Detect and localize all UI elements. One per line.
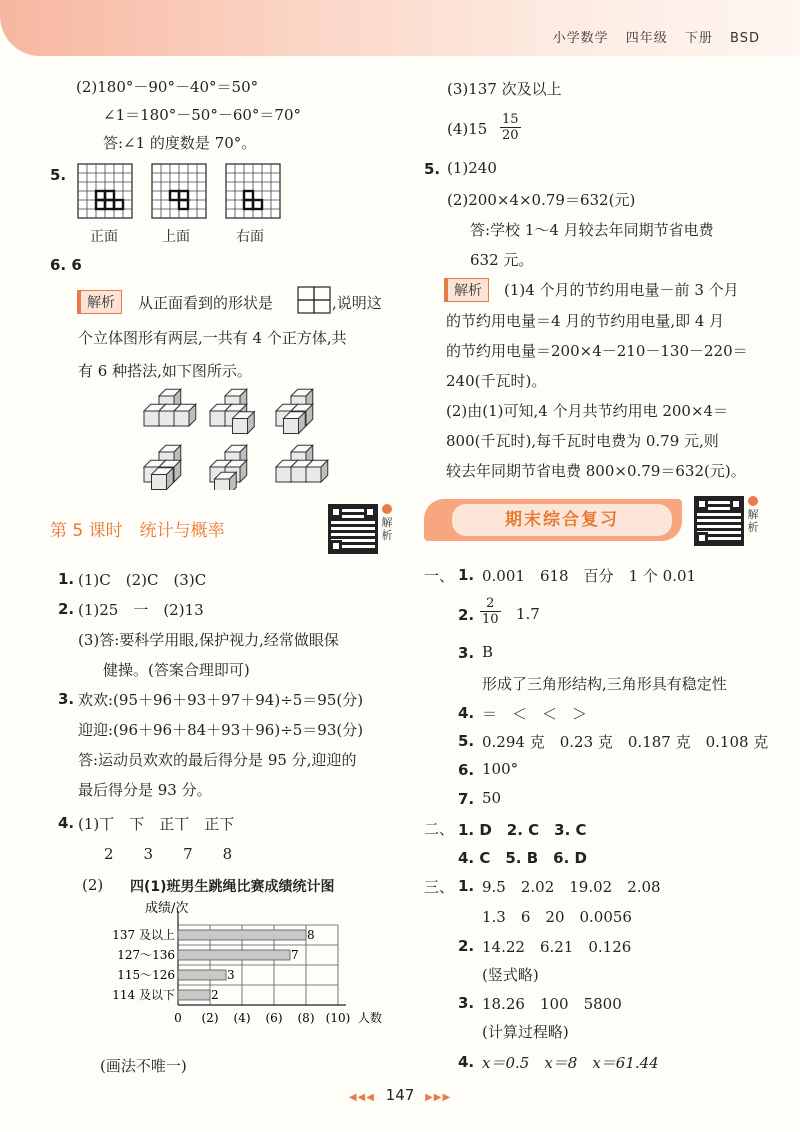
cube-face [291, 467, 306, 482]
fraction-numerator: 2 [480, 596, 501, 612]
cube-arrangement [210, 445, 247, 490]
chart-category-label: 114 及以下 [112, 988, 175, 1002]
cube-arrangement [144, 445, 181, 489]
s1q4-number: 4. [458, 704, 475, 722]
chart-x-tick: (6) [265, 1011, 283, 1025]
cube-arrangement [210, 389, 254, 433]
header-edition: BSD [730, 31, 760, 46]
cube-arrangement [276, 389, 313, 433]
page-number: 147 [385, 1086, 415, 1104]
a2-answer: (1)25 一 (2)13 [78, 601, 204, 619]
left-line-2: ∠1＝180°－50°－60°＝70° [103, 106, 302, 124]
final-review-banner [424, 499, 682, 541]
next-arrows-icon: ▶▶▶ [425, 1092, 452, 1103]
page-footer [0, 1086, 800, 1104]
play-icon [382, 504, 392, 514]
lesson-section-title: 第 5 课时 统计与概率 [50, 521, 225, 541]
chart-title: 四(1)班男生跳绳比赛成绩统计图 [130, 879, 335, 895]
cube-face [144, 411, 159, 426]
s1q7-number: 7. [458, 790, 475, 808]
right-line-9: 的节约用电量＝200×4－210－130－220＝ [446, 342, 748, 360]
r-q5-number: 5. [424, 160, 441, 178]
s1q3-answer: B [482, 643, 494, 661]
qr-analysis-label-left [381, 504, 393, 542]
chart-x-tick: (4) [233, 1011, 251, 1025]
a3-line-d: 最后得分是 93 分。 [78, 781, 212, 799]
right-line-10: 240(千瓦时)。 [446, 372, 547, 390]
section-1-marker: 一、 [424, 567, 455, 585]
prev-arrows-icon: ◀◀◀ [348, 1092, 375, 1103]
analysis-tag: 解析 [80, 290, 122, 314]
chart-note: (画法不唯一) [100, 1057, 187, 1075]
a4-counts: 2 3 7 8 [104, 845, 233, 863]
s3q1-number: 1. [458, 877, 475, 895]
qr-code-right [694, 496, 744, 546]
chart-bar [178, 990, 210, 1000]
a2-line-b: (3)答:要科学用眼,保护视力,经常做眼保 [78, 631, 339, 649]
s2-line-a: 1. D 2. C 3. C [458, 821, 587, 839]
chart-x-axis-label: 人数 [358, 1011, 383, 1025]
fraction-15-20 [500, 112, 521, 143]
cube-face [306, 467, 321, 482]
right-line-5: 答:学校 1～4 月较去年同期节省电费 [470, 221, 714, 239]
s1q7-answer: 50 [482, 789, 502, 807]
fraction-2-10 [480, 596, 501, 627]
s1q3-number: 3. [458, 644, 475, 662]
chart-value-label: 7 [291, 948, 299, 962]
chart-bar [178, 970, 226, 980]
banner-title: 期末综合复习 [452, 504, 672, 536]
qr-label-text: 解析 [747, 508, 759, 534]
a3-line-c: 答:运动员欢欢的最后得分是 95 分,迎迎的 [78, 751, 357, 769]
s3q1-line-b: 1.3 6 20 0.0056 [482, 908, 632, 926]
cube-face [233, 419, 248, 434]
qr-corner [730, 498, 742, 510]
a3-number: 3. [58, 690, 75, 708]
qr-analysis-label-right [747, 496, 759, 534]
s3q3-line-b: (计算过程略) [482, 1023, 569, 1041]
s3q2-number: 2. [458, 937, 475, 955]
page-header-band [0, 0, 800, 56]
chart-y-axis-label: 成绩/次 [145, 901, 189, 916]
s3q4-answer: x＝0.5 x＝8 x＝61.44 [482, 1054, 659, 1072]
chart-category-label: 137 及以上 [112, 928, 175, 942]
chart-bar [178, 930, 306, 940]
play-icon [748, 496, 758, 506]
right-line-11: (2)由(1)可知,4 个月共节约用电 200×4＝ [446, 402, 729, 420]
q5-number: 5. [50, 166, 67, 184]
s1q3-reason: 形成了三角形结构,三角形具有稳定性 [482, 675, 727, 693]
s3q1-line-a: 9.5 2.02 19.02 2.08 [482, 878, 661, 896]
front-shape-icon [296, 285, 332, 315]
right-line-3: (1)240 [447, 159, 497, 177]
cube-arrangements-figure [140, 384, 340, 490]
a4-tally: (1)丅 下 正丅 正下 [78, 815, 235, 833]
fraction-numerator: 15 [502, 112, 519, 127]
right-line-1: (3)137 次及以上 [447, 80, 562, 98]
cube-arrangement [276, 445, 328, 482]
a3-line-a: 欢欢:(95＋96＋93＋97＋94)÷5＝95(分) [78, 691, 364, 709]
analysis-line-1a: 从正面看到的形状是 [138, 294, 274, 312]
cube-face [159, 411, 174, 426]
right-line-6: 632 元。 [470, 251, 534, 269]
s1q1-answer: 0.001 618 百分 1 个 0.01 [482, 567, 697, 585]
fraction-denominator: 20 [502, 128, 519, 143]
header-volume: 下册 [684, 31, 713, 46]
cube-face [210, 411, 225, 426]
qr-corner [330, 540, 342, 552]
s3q2-line-b: (竖式略) [482, 966, 539, 984]
a2-line-c: 健操。(答案合理即可) [103, 661, 250, 679]
section-2-marker: 二、 [424, 820, 455, 838]
chart-bar [178, 950, 290, 960]
s3q2-line-a: 14.22 6.21 0.126 [482, 938, 632, 956]
s1q6-answer: 100° [482, 760, 519, 778]
header-grade: 四年级 [625, 31, 668, 46]
right-line-8: 的节约用电量＝4 月的节约用电量,即 4 月 [446, 312, 725, 330]
s1q2-number: 2. [458, 606, 475, 624]
cube-face [284, 419, 299, 434]
right-line-13: 较去年同期节省电费 800×0.79＝632(元)。 [446, 462, 746, 480]
a3-line-b: 迎迎:(96＋96＋84＋93＋96)÷5＝93(分) [78, 721, 364, 739]
a4-part2: (2) [82, 876, 104, 894]
chart-value-label: 2 [211, 988, 219, 1002]
s1q1-number: 1. [458, 566, 475, 584]
chart-value-label: 8 [307, 928, 315, 942]
right-line-4: (2)200×4×0.79＝632(元) [447, 191, 636, 209]
fraction-denominator: 10 [482, 612, 499, 627]
top-view-grid [152, 164, 206, 218]
header-subject: 小学数学 [552, 31, 609, 46]
s1q6-number: 6. [458, 761, 475, 779]
cube-arrangement [144, 389, 196, 426]
chart-x-tick: (10) [325, 1011, 351, 1025]
s1q2-answer: 1.7 [516, 605, 540, 623]
left-line-3: 答:∠1 的度数是 70°。 [103, 134, 257, 152]
s3q3-line-a: 18.26 100 5800 [482, 995, 622, 1013]
analysis-line-1b: ,说明这 [332, 294, 382, 312]
q6-answer: 6. 6 [50, 256, 82, 274]
chart-x-tick: (2) [201, 1011, 219, 1025]
qr-label-text: 解析 [381, 516, 393, 542]
chart-category-label: 115～126 [117, 968, 175, 982]
s2-line-b: 4. C 5. B 6. D [458, 849, 587, 867]
a4-number: 4. [58, 814, 75, 832]
right-line-7: (1)4 个月的节约用电量－前 3 个月 [504, 281, 739, 299]
cube-face [152, 475, 167, 490]
analysis-line-2: 个立体图形有两层,一共有 4 个正方体,共 [78, 329, 347, 347]
header-text [541, 27, 760, 46]
right-line-12: 800(千瓦时),每千瓦时电费为 0.79 元,则 [446, 432, 719, 450]
s1q5-answer: 0.294 克 0.23 克 0.187 克 0.108 克 [482, 733, 769, 751]
s3q4-number: 4. [458, 1053, 475, 1071]
analysis-tag-right: 解析 [447, 278, 489, 302]
front-view-grid [78, 164, 132, 218]
qr-corner [364, 506, 376, 518]
qr-corner [330, 506, 342, 518]
view-label-top: 上面 [162, 229, 190, 245]
view-label-right: 右面 [236, 229, 264, 245]
view-label-front: 正面 [90, 229, 118, 245]
right-line-2: (4)15 [447, 120, 488, 138]
cube-face [174, 411, 189, 426]
cube-face [276, 467, 291, 482]
section-3-marker: 三、 [424, 878, 455, 896]
right-view-grid [226, 164, 280, 218]
right-analysis-tag-wrap [447, 278, 489, 302]
qr-code-left [328, 504, 378, 554]
bar-chart [90, 895, 410, 1045]
cube-face [215, 479, 230, 490]
qr-corner [696, 532, 708, 544]
left-analysis-block [80, 290, 122, 314]
chart-x-tick: (8) [297, 1011, 315, 1025]
qr-corner [696, 498, 708, 510]
chart-x-tick: 0 [174, 1011, 182, 1025]
left-line-1: (2)180°－90°－40°＝50° [76, 78, 259, 96]
a2-number: 2. [58, 600, 75, 618]
s3q3-number: 3. [458, 994, 475, 1012]
chart-category-label: 127～136 [117, 948, 175, 962]
a1-answer: (1)C (2)C (3)C [78, 571, 207, 589]
chart-value-label: 3 [227, 968, 235, 982]
s1q5-number: 5. [458, 732, 475, 750]
analysis-line-3: 有 6 种搭法,如下图所示。 [78, 362, 252, 380]
s1q4-answer: ＝ ＜ ＜ ＞ [482, 705, 588, 723]
a1-number: 1. [58, 570, 75, 588]
